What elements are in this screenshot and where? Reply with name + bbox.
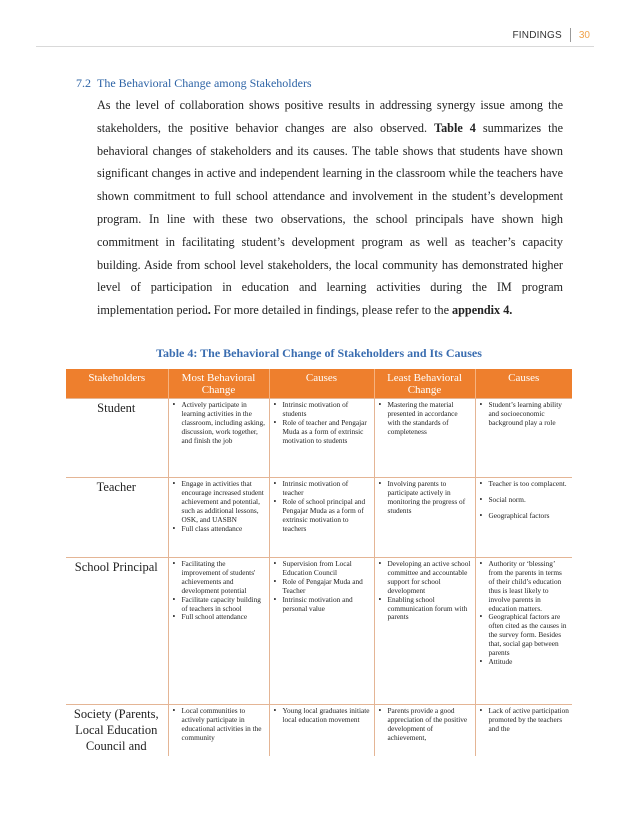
bullet-item: • Authority or ‘blessing’ from the parents in terms of their child’s education thus is least likely to involve parents in education matters.	[478, 560, 570, 613]
cell-causes-2	[475, 478, 572, 558]
bullet-item: • Geographical factors are often cited as the causes in the survey form. Besides that, social gap between parents	[478, 613, 570, 658]
bullet-item: • Actively participate in learning activities in the classroom, including asking, discussion, work together, and finish the job	[171, 401, 266, 446]
bullet-item: • Involving parents to participate actively in monitoring the progress of students	[377, 480, 472, 516]
appendix-reference: appendix 4.	[452, 303, 513, 318]
bullet-item: • Enabling school communication forum with parents	[377, 596, 472, 623]
cell-most-change	[168, 399, 269, 478]
bullet-item: • Intrinsic motivation of teacher	[272, 480, 371, 498]
cell-most-change	[168, 705, 269, 757]
cell-causes-2	[475, 705, 572, 757]
col-header-stakeholders: Stakeholders	[66, 369, 168, 399]
bullet-item: • Student’s learning ability and socioeconomic background play a role	[478, 401, 570, 428]
bullet-item: • Intrinsic motivation of students	[272, 401, 371, 419]
cell-least-change	[374, 478, 475, 558]
cell-stakeholder: School Principal	[66, 558, 168, 705]
cell-causes	[269, 399, 374, 478]
body-paragraph	[97, 94, 563, 322]
bullet-item: • Engage in activities that encourage increased student achievement and potential, such as additional lessons, OSK, and UASBN	[171, 480, 266, 525]
cell-stakeholder: Student	[66, 399, 168, 478]
table-row	[66, 478, 572, 558]
bullet-item: • Facilitating the improvement of students' achievements and development potential	[171, 560, 266, 596]
header-section-label: FINDINGS	[512, 29, 562, 41]
bullet-item: • Local communities to actively participate in educational activities in the community	[171, 707, 266, 743]
stakeholder-table	[66, 369, 572, 756]
bullet-item: • Developing an active school committee and accountable support for school development	[377, 560, 472, 596]
paragraph-text-2: summarizes the behavioral changes of stakeholders and its causes. The table shows that students have shown significant changes in active and independent learning in the classroom while the teachers have shown commitment to full school attendance and involvement in the student’s development program. In line with these two observations, the school principals have shown high commitment in facilitating student’s development program as well as teacher’s capacity building. Aside from school level stakeholders, the local community has demonstrated higher level of participation in education and learning activities during the IM program implementation period	[97, 120, 564, 318]
bullet-item: • Role of Pengajar Muda and Teacher	[272, 578, 371, 596]
section-heading	[76, 76, 318, 91]
bullet-item: • Attitude	[478, 658, 570, 667]
bullet-item: • Young local graduates initiate local education movement	[272, 707, 371, 725]
paragraph-text-1: As the level of collaboration shows positive results in addressing synergy issue among the stakeholders, the positive behavior changes are also observed.	[97, 98, 563, 135]
page-number: 30	[578, 29, 590, 41]
bullet-item: • Teacher is too complacent.	[478, 480, 570, 489]
paragraph-period: .	[207, 303, 211, 318]
bullet-item: • Facilitate capacity building of teachers in school	[171, 596, 266, 614]
bullet-item: • Supervision from Local Education Council	[272, 560, 371, 578]
cell-stakeholder: Society (Parents, Local Education Council and	[66, 705, 168, 757]
cell-least-change	[374, 705, 475, 757]
col-header-most-change: Most Behavioral Change	[168, 369, 269, 399]
cell-least-change	[374, 399, 475, 478]
page-header	[512, 28, 590, 42]
table-caption: Table 4: The Behavioral Change of Stakeholders and Its Causes	[156, 346, 482, 360]
bullet-item: • Intrinsic motivation and personal value	[272, 596, 371, 614]
section-title: The Behavioral Change among Stakeholders	[97, 76, 312, 90]
cell-causes	[269, 478, 374, 558]
bullet-item: • Full school attendance	[171, 613, 266, 622]
table-reference: Table 4	[434, 120, 476, 135]
table-row	[66, 705, 572, 757]
cell-most-change	[168, 558, 269, 705]
bullet-item: • Parents provide a good appreciation of the positive development of achievement,	[377, 707, 472, 743]
bullet-item: • Role of school principal and Pengajar Muda as a form of extrinsic motivation to teachers	[272, 498, 371, 534]
paragraph-text-3: For more detailed in findings, please refer to the	[210, 303, 453, 318]
cell-stakeholder: Teacher	[66, 478, 168, 558]
col-header-least-change: Least Behavioral Change	[374, 369, 475, 399]
header-rule	[36, 46, 594, 47]
bullet-item: • Lack of active participation promoted by the teachers and the	[478, 707, 570, 734]
bullet-item: • Role of teacher and Pengajar Muda as a form of extrinsic motivation to students	[272, 419, 371, 446]
cell-most-change	[168, 478, 269, 558]
cell-causes-2	[475, 558, 572, 705]
col-header-causes-2: Causes	[475, 369, 572, 399]
table-header-row	[66, 369, 572, 399]
bullet-item: • Geographical factors	[478, 512, 570, 521]
cell-least-change	[374, 558, 475, 705]
table-row	[66, 558, 572, 705]
bullet-item: • Social norm.	[478, 496, 570, 505]
table-row	[66, 399, 572, 478]
section-number: 7.2	[76, 76, 91, 90]
col-header-causes: Causes	[269, 369, 374, 399]
bullet-item: • Full class attendance	[171, 525, 266, 534]
cell-causes	[269, 705, 374, 757]
cell-causes	[269, 558, 374, 705]
cell-causes-2	[475, 399, 572, 478]
bullet-item: • Mastering the material presented in accordance with the standards of completeness	[377, 401, 472, 437]
